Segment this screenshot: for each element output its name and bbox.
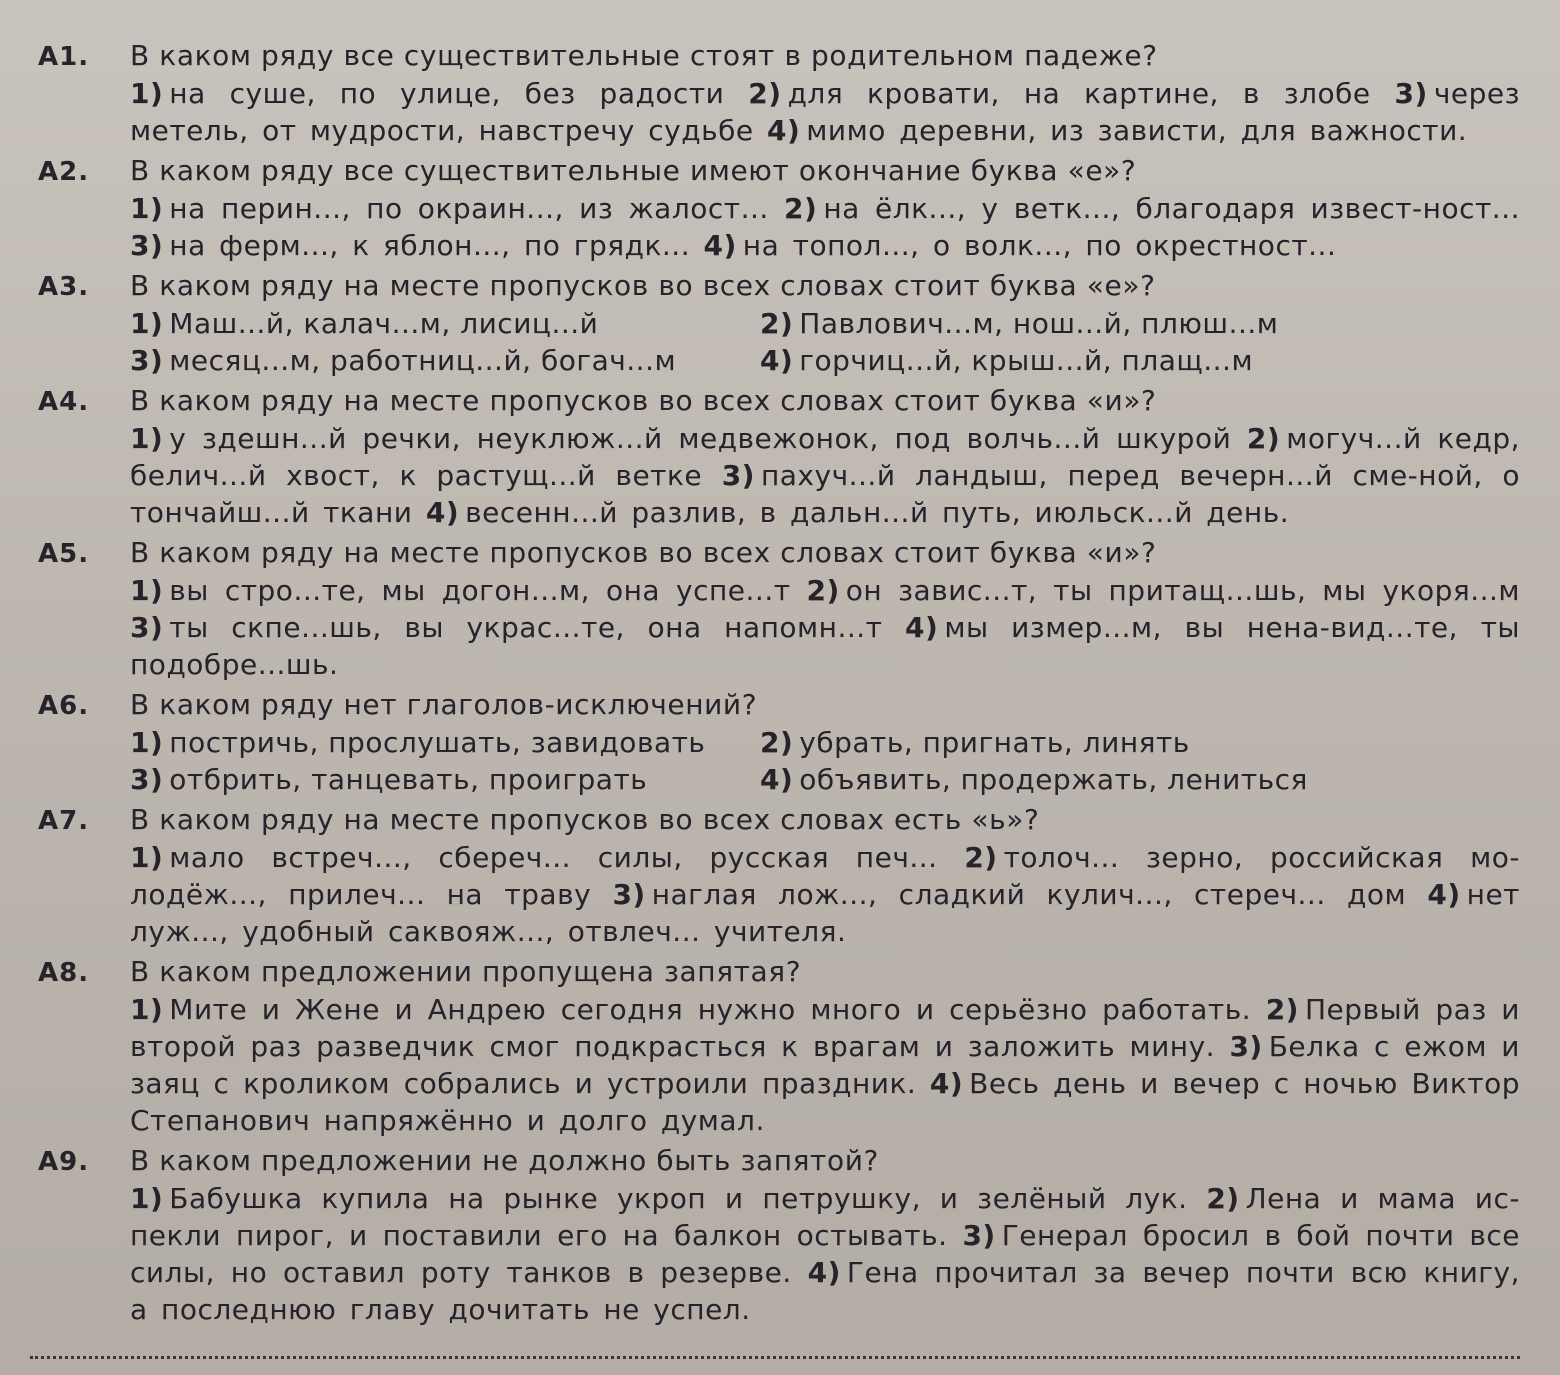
option-text: нет луж..., удобный саквояж..., отвлеч... учителя. <box>130 878 1520 948</box>
question-text: В каком ряду на месте пропусков во всех словах стоит буква «и»? <box>130 384 1157 417</box>
option-cell <box>130 342 760 379</box>
option-text: постричь, прослушать, завидовать <box>169 726 706 759</box>
question-a7 <box>38 802 1520 950</box>
option-text: Гена прочитал за вечер почти всю книгу, а последнюю главу дочитать не успел. <box>130 1256 1520 1326</box>
option-cell <box>760 724 1520 761</box>
option-text: месяц...м, работниц...й, богач...м <box>169 344 677 377</box>
option-number: 3) <box>1394 77 1428 110</box>
option-text: через метель, от мудрости, навстречу судьбе <box>130 77 1520 147</box>
option-text: Весь день и вечер с ночью Виктор Степанович напряжённо и долго думал. <box>130 1067 1521 1137</box>
question-number: A9. <box>38 1147 90 1177</box>
option-number: 4) <box>1427 878 1461 911</box>
option-number: 4) <box>760 763 794 796</box>
option-text: для кровати, на картине, в злобе <box>787 77 1371 110</box>
question-number: A6. <box>38 691 90 721</box>
question-a3 <box>38 268 1520 379</box>
option-number: 4) <box>703 229 737 262</box>
question-a5 <box>38 535 1520 683</box>
option-number: 1) <box>130 307 164 340</box>
question-text: В каком ряду на месте пропусков во всех словах есть «ь»? <box>130 803 1040 836</box>
option-number: 4) <box>425 496 460 529</box>
option-text: он завис...т, ты притащ...шь, мы укоря...м <box>845 574 1521 607</box>
option-text: Генерал бросил в бой почти все силы, но оставил роту танков в резерве. <box>130 1219 1520 1289</box>
option-text: Бабушка купила на рынке укроп и петрушку, и зелёный лук. <box>169 1182 1188 1215</box>
option-number: 3) <box>130 763 164 796</box>
question-text: В каком предложении не должно быть запятой? <box>130 1144 879 1177</box>
option-number: 2) <box>806 574 840 607</box>
option-text: толоч... зерно, российская мо-лодёж..., прилеч... на траву <box>130 841 1520 911</box>
question-number: A5. <box>38 539 90 569</box>
question-number: A4. <box>38 387 90 417</box>
option-cell <box>760 305 1520 342</box>
question-a4 <box>38 383 1520 531</box>
answer-options-grid <box>130 724 1520 798</box>
option-number: 3) <box>130 611 164 644</box>
option-text: Лена и мама ис-пекли пирог, и поставили его на балкон остывать. <box>130 1182 1521 1252</box>
question-a2 <box>38 153 1520 264</box>
option-cell <box>130 724 760 761</box>
option-text: на ёлк..., у ветк..., благодаря извест-ност... <box>823 192 1520 225</box>
question-number: A8. <box>38 958 90 988</box>
option-text: мало встреч..., сбереч... силы, русская печ... <box>169 841 938 874</box>
option-text: у здешн...й речки, неуклюж...й медвежонок, под волчь...й шкурой <box>169 422 1232 455</box>
option-number: 3) <box>1229 1030 1263 1063</box>
question-text: В каком ряду все существительные имеют окончание буква «е»? <box>130 154 1137 187</box>
answer-options-grid <box>130 305 1520 379</box>
option-text: Мите и Жене и Андрею сегодня нужно много и серьёзно работать. <box>169 993 1252 1026</box>
question-text: В каком ряду нет глаголов-исключений? <box>130 688 758 721</box>
question-text: В каком ряду на месте пропусков во всех словах стоит буква «е»? <box>130 269 1156 302</box>
option-number: 3) <box>130 229 164 262</box>
option-number: 1) <box>130 841 164 874</box>
option-number: 2) <box>784 192 818 225</box>
option-text: объявить, продержать, лениться <box>799 763 1308 796</box>
question-number: A7. <box>38 806 90 836</box>
question-a9 <box>38 1143 1520 1328</box>
answer-options <box>130 991 1520 1139</box>
option-number: 3) <box>721 459 755 492</box>
option-number: 1) <box>130 726 164 759</box>
option-text: мы измер...м, вы нена-вид...те, ты подобре...шь. <box>130 611 1521 681</box>
option-number: 1) <box>130 422 164 455</box>
option-number: 4) <box>905 611 939 644</box>
option-number: 4) <box>929 1067 964 1100</box>
option-text: отбрить, танцевать, проиграть <box>169 763 648 796</box>
answer-options <box>130 420 1520 531</box>
option-number: 4) <box>807 1256 841 1289</box>
option-text: на топол..., о волк..., по окрестност... <box>742 229 1337 262</box>
option-number: 4) <box>767 114 801 147</box>
option-number: 2) <box>760 726 794 759</box>
option-text: Маш...й, калач...м, лисиц...й <box>169 307 599 340</box>
option-number: 3) <box>612 878 646 911</box>
question-text: В каком ряду все существительные стоят в родительном падеже? <box>130 39 1158 72</box>
option-number: 1) <box>130 192 164 225</box>
option-number: 2) <box>1206 1182 1240 1215</box>
answer-options <box>130 572 1520 683</box>
question-text: В каком предложении пропущена запятая? <box>130 955 802 988</box>
option-cell <box>760 342 1520 379</box>
option-text: Павлович...м, нош...й, плюш...м <box>799 307 1279 340</box>
option-text: на перин..., по окраин..., из жалост... <box>169 192 769 225</box>
question-a1 <box>38 38 1520 149</box>
option-text: пахуч...й ландыш, перед вечерн...й сме-ной, о тончайш...й ткани <box>130 459 1521 529</box>
option-text: мимо деревни, из зависти, для важности. <box>806 114 1468 147</box>
question-a6 <box>38 687 1520 798</box>
option-number: 1) <box>130 574 164 607</box>
option-text: горчиц...й, крыш...й, плащ...м <box>799 344 1254 377</box>
option-number: 1) <box>130 77 164 110</box>
option-cell <box>130 761 760 798</box>
question-number: A2. <box>38 157 90 187</box>
option-text: убрать, пригнать, линять <box>799 726 1190 759</box>
option-number: 4) <box>760 344 794 377</box>
option-text: весенн...й разлив, в дальн...й путь, июльск...й день. <box>465 496 1290 529</box>
answer-options <box>130 839 1520 950</box>
option-text: на суше, по улице, без радости <box>169 77 725 110</box>
question-a8 <box>38 954 1520 1139</box>
option-text: наглая лож..., сладкий кулич..., стереч... дом <box>651 878 1407 911</box>
dotted-divider <box>30 1356 1520 1359</box>
question-text: В каком ряду на месте пропусков во всех словах стоит буква «и»? <box>130 536 1157 569</box>
question-number: A1. <box>38 42 90 72</box>
option-number: 3) <box>130 344 164 377</box>
option-text: Первый раз и второй раз разведчик смог подкрасться к врагам и заложить мину. <box>130 993 1520 1063</box>
option-number: 2) <box>760 307 794 340</box>
option-number: 2) <box>748 77 782 110</box>
question-number: A3. <box>38 272 90 302</box>
option-text: Белка с ежом и заяц с кроликом собрались и устроили праздник. <box>130 1030 1521 1100</box>
answer-options <box>130 75 1520 149</box>
option-number: 1) <box>130 1182 164 1215</box>
option-number: 2) <box>1246 422 1281 455</box>
option-cell <box>760 761 1520 798</box>
option-text: вы стро...те, мы догон...м, она успе...т <box>169 574 791 607</box>
option-number: 2) <box>1265 993 1299 1026</box>
option-number: 2) <box>964 841 998 874</box>
option-text: могуч...й кедр, белич...й хвост, к растущ...й ветке <box>130 422 1520 492</box>
option-text: ты скпе...шь, вы украс...те, она напомн...т <box>169 611 883 644</box>
option-text: на ферм..., к яблон..., по грядк... <box>169 229 691 262</box>
answer-options <box>130 190 1520 264</box>
option-number: 1) <box>130 993 164 1026</box>
option-cell <box>130 305 760 342</box>
answer-options <box>130 1180 1520 1328</box>
option-number: 3) <box>962 1219 996 1252</box>
